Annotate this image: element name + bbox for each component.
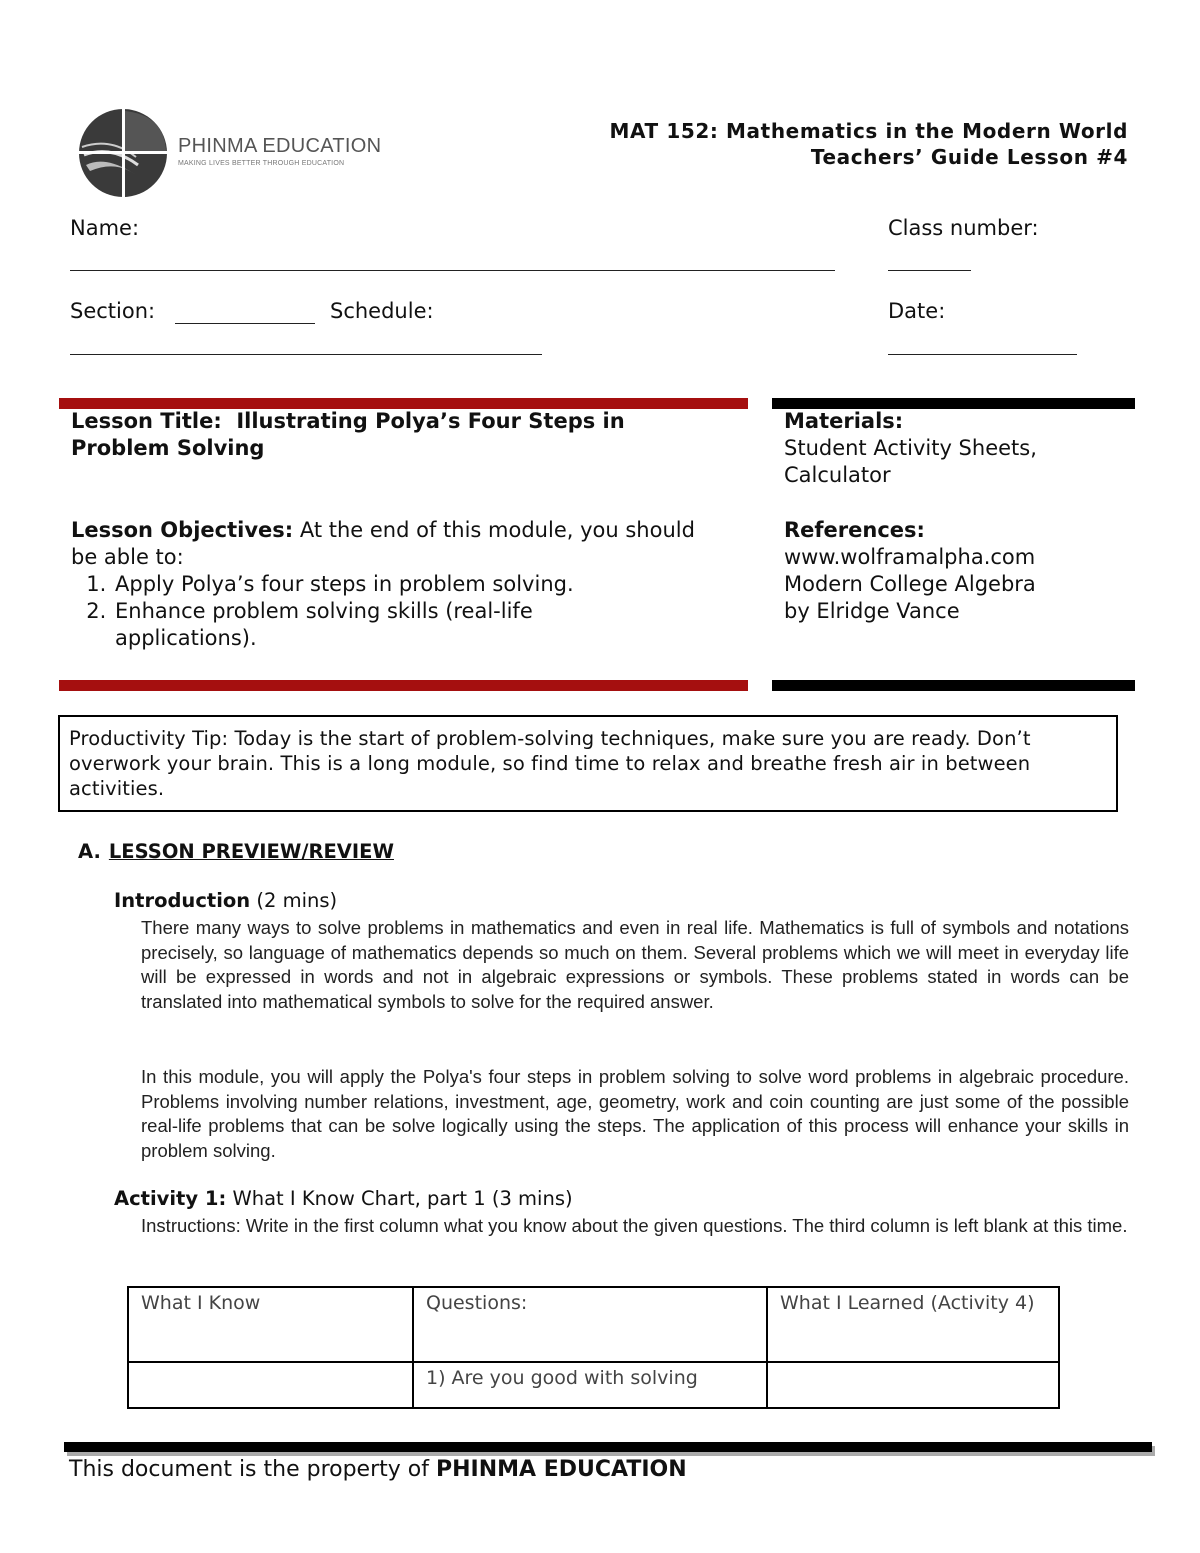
activity-1-heading: [114, 1187, 573, 1210]
class-number-field[interactable]: [888, 270, 971, 271]
lesson-bottom-rule: [59, 680, 748, 691]
reference-author: by Elridge Vance: [784, 599, 960, 623]
introduction-heading: [114, 889, 337, 912]
course-heading: [610, 118, 1128, 170]
introduction-time: (2 mins): [256, 889, 338, 912]
lesson-objectives: [71, 517, 711, 571]
materials-bottom-rule: [772, 680, 1135, 691]
course-title: MAT 152: Mathematics in the Modern World: [609, 119, 1128, 143]
name-label: Name:: [70, 216, 140, 240]
reference-site: www.wolframalpha.com: [784, 545, 1036, 569]
introduction-label: Introduction: [114, 889, 251, 912]
guide-title: Teachers’ Guide Lesson #4: [810, 145, 1128, 169]
activity-1-label: Activity 1:: [114, 1187, 227, 1210]
section-a-title: LESSON PREVIEW/REVIEW: [108, 840, 394, 863]
lesson-info: [71, 408, 711, 652]
phinma-emblem-icon: [76, 105, 171, 200]
section-field[interactable]: [175, 323, 315, 324]
materials-text: Student Activity Sheets, Calculator: [784, 436, 1037, 487]
footer-owner: PHINMA EDUCATION: [435, 1457, 687, 1482]
objectives-label: Lesson Objectives:: [71, 518, 294, 542]
materials-label: Materials:: [784, 409, 904, 433]
date-field[interactable]: [888, 354, 1077, 355]
footer-prefix: This document is the property of: [69, 1457, 429, 1482]
class-number-label: Class number:: [888, 216, 1039, 240]
productivity-tip-box: Productivity Tip: Today is the start of problem-solving techniques, make sure you are ready. Don’t overwork your brain. This is a long module, so find time to relax and breathe fresh air in between activities.: [58, 715, 1118, 812]
objectives-list: [71, 571, 711, 652]
objectives-intro: At the end of this module, you should be able to:: [71, 518, 695, 569]
schedule-label: Schedule:: [330, 299, 434, 323]
chart-header-row: [128, 1287, 1059, 1362]
reference-book: Modern College Algebra: [784, 572, 1036, 596]
table-row: [128, 1362, 1059, 1408]
chart-cell-what-i-learned[interactable]: [767, 1362, 1059, 1408]
footer-rule: [64, 1442, 1152, 1452]
logo-tagline: MAKING LIVES BETTER THROUGH EDUCATION: [178, 160, 345, 167]
section-a-letter: A.: [78, 840, 101, 863]
references-label: References:: [784, 518, 925, 542]
schedule-field[interactable]: [70, 354, 542, 355]
activity-1-title: What I Know Chart, part 1 (3 mins): [232, 1187, 573, 1210]
name-field[interactable]: [70, 270, 835, 271]
what-i-know-chart: [127, 1286, 1060, 1409]
section-label: Section:: [70, 299, 156, 323]
materials-panel: [784, 408, 1124, 625]
lesson-title-label: Lesson Title:: [71, 409, 222, 433]
activity-1-instructions: Instructions: Write in the first column what you know about the given questions. The third column is left blank at this time.: [141, 1215, 1128, 1236]
footer-text: [69, 1457, 687, 1482]
chart-cell-what-i-know[interactable]: [128, 1362, 413, 1408]
objective-item: 1. Apply Polya’s four steps in problem solving.: [113, 571, 711, 598]
introduction-paragraph-1: There many ways to solve problems in mathematics and even in real life. Mathematics is full of symbols and notations precisely, so language of mathematics depends so much on them. Several problems which we will meet in everyday life will be expressed in words and not in algebraic expressions or symbols. These problems stated in words can be translated into mathematical symbols to solve for the required answer.: [141, 917, 1129, 1012]
phinma-logo: [76, 105, 382, 200]
date-label: Date:: [888, 299, 946, 323]
chart-header-what-i-know: What I Know: [128, 1287, 413, 1362]
lesson-title-text: Illustrating Polya’s Four Steps in Problem Solving: [71, 409, 625, 460]
chart-header-questions: Questions:: [413, 1287, 767, 1362]
chart-header-what-i-learned: What I Learned (Activity 4): [767, 1287, 1059, 1362]
lesson-title: [71, 408, 711, 462]
chart-cell-question: 1) Are you good with solving: [413, 1362, 767, 1408]
section-a-heading: [78, 840, 394, 863]
logo-name: PHINMA EDUCATION: [178, 135, 382, 157]
introduction-paragraph-2: In this module, you will apply the Polya's four steps in problem solving to solve word problems in algebraic procedure. Problems involving number relations, investment, age, geometry, work and coin counting are just some of the possible real-life problems that can be solve logically using the steps. The application of this process will enhance your skills in problem solving.: [141, 1066, 1129, 1161]
objective-item: 2. Enhance problem solving skills (real-life applications).: [113, 598, 595, 652]
